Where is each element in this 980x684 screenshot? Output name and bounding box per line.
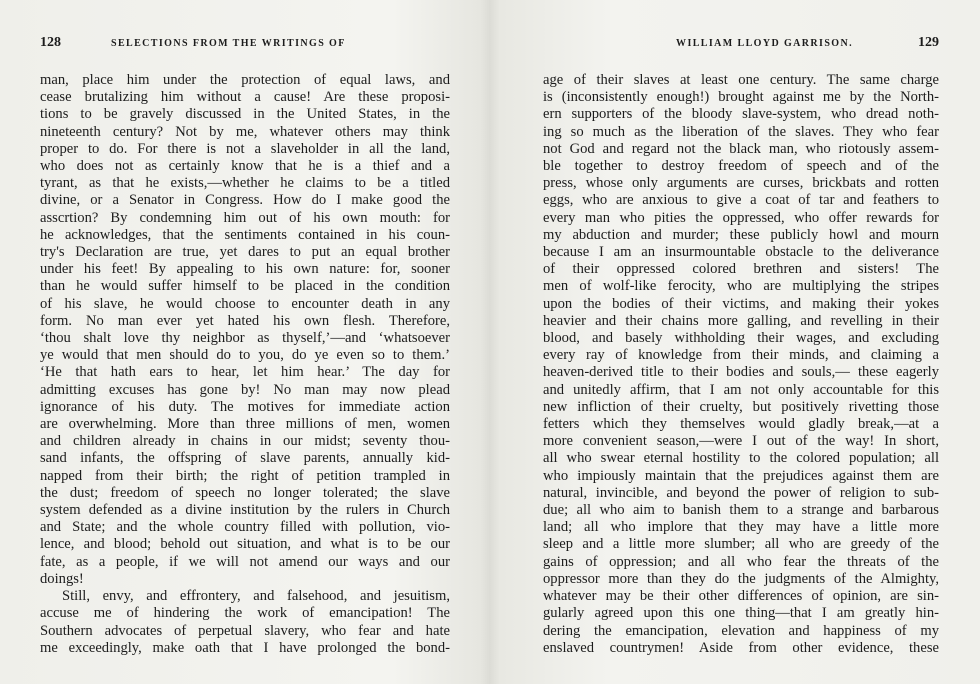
text-line: tions to be gravely discussed in the United States, in the [40, 106, 450, 123]
text-line: heavier and their chains more galling, and revelling in their [543, 312, 939, 329]
right-page-header [543, 35, 939, 58]
text-line: press, whose only arguments are curses, brickbats and rotten [543, 175, 939, 192]
text-line: divine, or a Senator in Congress. How do I make good the [40, 192, 450, 209]
text-line: not God and regard not the black man, who riotously assem- [543, 140, 939, 157]
text-line: of his slave, he would choose to encounter death in any [40, 295, 450, 312]
text-line: nineteenth century? Not by me, whatever others may think [40, 123, 450, 140]
text-line: doings! [40, 570, 84, 587]
text-line: sand infants, the offspring of slave parents, annually kid- [40, 450, 450, 467]
text-line: who does not as certainly know that he is a thief and a [40, 158, 450, 175]
text-line: than he would suffer himself to be placed in the condition [40, 278, 450, 295]
text-line: ern supporters of the bloody slave-system, who dread noth- [543, 106, 939, 123]
text-line: form. No man ever yet hated his own flesh. Therefore, [40, 312, 450, 329]
text-line: upon the bodies of their victims, and making their yokes [543, 295, 939, 312]
text-line: every man who pities the oppressed, who offer rewards for [543, 209, 939, 226]
text-line: land; all who implore that they may have a little more [543, 519, 939, 536]
right-running-head: WILLIAM LLOYD GARRISON. [676, 38, 853, 49]
text-line: the dust; freedom of speech no longer tolerated; the slave [40, 484, 450, 501]
text-line: because I am an insurmountable obstacle to the deliverance [543, 244, 939, 261]
text-line: me exceedingly, make oath that I have prolonged the bond- [40, 639, 450, 656]
text-line: more convenient season,—were I out of the way! In short, [543, 433, 939, 450]
text-line: accuse me of hindering the work of emancipation! The [40, 605, 450, 622]
text-line: ‘thou shalt love thy neighbor as thyself,’—and ‘whatsoever [40, 330, 450, 347]
text-line: and children already in chains in our midst; seventy thou- [40, 433, 450, 450]
text-line: Still, envy, and effrontery, and falsehood, and jesuitism, [62, 588, 450, 605]
text-line: fate, as a people, if we will not amend our ways and our [40, 553, 450, 570]
text-line: man, place him under the protection of equal laws, and [40, 72, 450, 88]
text-line: fetters which they themselves would gladly break,—at a [543, 416, 939, 433]
text-line: asscrtion? By condemning him out of his own mouth: for [40, 209, 450, 226]
left-page [40, 0, 450, 684]
text-line: blood, and basely withholding their wages, and excluding [543, 330, 939, 347]
text-line: enslaved countrymen! Aside from other evidence, these [543, 639, 939, 656]
left-running-head: SELECTIONS FROM THE WRITINGS OF [111, 38, 346, 49]
left-page-header [40, 35, 450, 58]
left-page-number: 128 [40, 35, 61, 50]
text-line: age of their slaves at least one century. The same charge [543, 72, 939, 88]
text-line: try's Declaration are true, yet dares to put an equal brother [40, 244, 450, 261]
text-line: he acknowledges, that the sentiments contained in his coun- [40, 226, 450, 243]
text-line: ye would that men should do to you, do ye even so to them.’ [40, 347, 450, 364]
text-line: who impiously maintain that the prejudices against them are [543, 467, 939, 484]
text-line: dering the emancipation, elevation and happiness of my [543, 622, 939, 639]
text-line: ble together to destroy freedom of speech and of the [543, 158, 939, 175]
text-line: gularly agreed upon this one thing—that I am greatly hin- [543, 605, 939, 622]
text-line: and State; and the whole country filled with pollution, vio- [40, 519, 450, 536]
right-page [543, 0, 939, 684]
text-line: ing so much as the liberation of the slaves. They who fear [543, 123, 939, 140]
text-line: of their oppressed colored brethren and sisters! The [543, 261, 939, 278]
text-line: my abduction and murder; these publicly howl and mourn [543, 226, 939, 243]
text-line: sleep and a little more slumber; all who are greedy of the [543, 536, 939, 553]
text-line: proper to do. For there is not a slaveholder in all the land, [40, 140, 450, 157]
text-line: tyrant, as that he exists,—whether he claims to be a titled [40, 175, 450, 192]
text-line: under his feet! By appealing to his own nature: for, sooner [40, 261, 450, 278]
right-page-text [543, 72, 939, 657]
right-page-number: 129 [918, 35, 939, 50]
text-line: oppressor more than they do the judgments of the Almighty, [543, 570, 939, 587]
text-line: eggs, who are anxious to give a coat of tar and feathers to [543, 192, 939, 209]
text-line: whatever may be their other differences of opinion, are sin- [543, 588, 939, 605]
text-line: men of wolf-like ferocity, who are multiplying the stripes [543, 278, 939, 295]
text-line: Southern advocates of perpetual slavery, who fear and hate [40, 622, 450, 639]
text-line: all who swear eternal hostility to the colored population; all [543, 450, 939, 467]
text-line: due; all who aim to banish them to a strange and barbarous [543, 502, 939, 519]
text-line: heaven-derived title to their bodies and souls,— these eagerly [543, 364, 939, 381]
text-line: ‘He that hath ears to hear, let him hear.’ The day for [40, 364, 450, 381]
text-line: gains of oppression; and all who fear the threats of the [543, 553, 939, 570]
text-line: ignorance of his duty. The motives for immediate action [40, 398, 450, 415]
text-line: system defended as a divine institution by the rulers in Church [40, 502, 450, 519]
text-line: new infliction of their cruelty, but positively rivetting those [543, 398, 939, 415]
text-line: admitting excuses has gone by! No man may now plead [40, 381, 450, 398]
text-line: natural, invincible, and beyond the power of religion to sub- [543, 484, 939, 501]
left-page-text [40, 72, 450, 657]
text-line: and unitedly affirm, that I am not only accountable for this [543, 381, 939, 398]
text-line: is (inconsistently enough!) brought against me by the North- [543, 89, 939, 106]
text-line: napped from their birth; the right of petition trampled in [40, 467, 450, 484]
text-line: cease brutalizing him without a cause! Are these proposi- [40, 89, 450, 106]
text-line: lence, and blood; behold out situation, and what is to be our [40, 536, 450, 553]
text-line: every ray of knowledge from their minds, and claiming a [543, 347, 939, 364]
text-line: are overwhelming. More than three millions of men, women [40, 416, 450, 433]
